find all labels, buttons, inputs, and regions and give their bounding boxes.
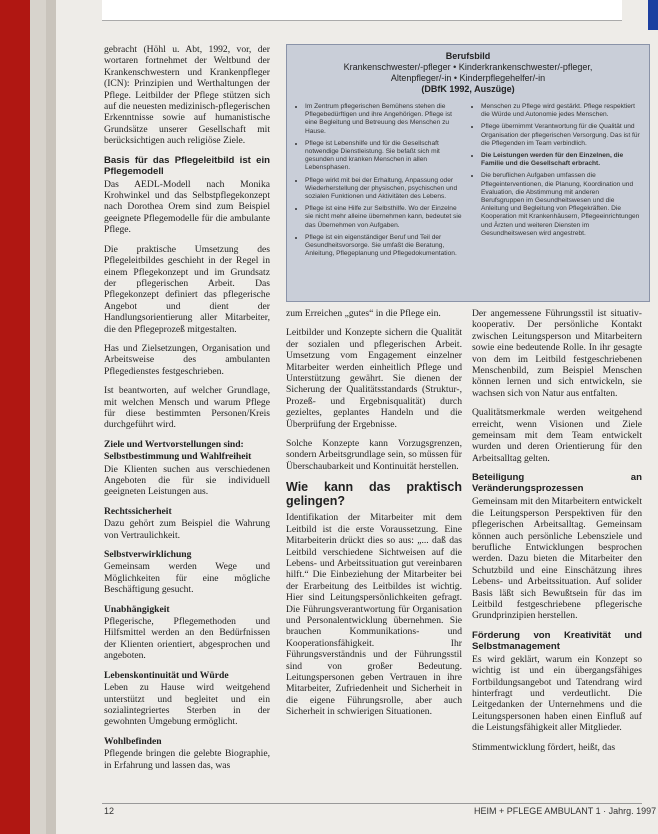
term-heading: Wohlbefinden [104, 735, 162, 747]
paragraph: Das AEDL-Modell nach Monika Krohwinkel und das Selbstpflegekonzept nach Dorothea Orem sind zum Beispiel geeignete Pflegemodelle für die ambulante Pflege. [104, 178, 270, 236]
term-heading: Selbstverwirklichung [104, 549, 192, 561]
box-left-column [295, 103, 463, 262]
section-heading: Basis für das Pflegeleitbild ist ein Pflegemodell [104, 154, 270, 177]
paragraph: Dazu gehört zum Beispiel die Wahrung von Vertraulichkeit. [104, 518, 270, 541]
paragraph: Stimmentwicklung fördert, heißt, das [472, 741, 616, 753]
box-title-line: Berufsbild [445, 51, 491, 61]
paragraph: Leben zu Hause wird weitgehend unterstützt und begleitet und ein sozialintegriertes Sterben in der gewohnten Umgebung ermöglicht. [104, 682, 270, 728]
right-column [472, 308, 642, 761]
term-heading: Lebenskontinuität und Würde [104, 669, 229, 681]
paragraph: Die praktische Umsetzung des Pflegeleitbildes geschieht in der Regel in einem Pflegekonzept und im Grundsatz der pflegerischen Arbeit. Das Pflegekonzept definiert das pflegerische Angebot und dient der Handlungsorientierung aller Mitarbeiter, die den Pflegeprozeß mitgestalten. [104, 243, 270, 335]
paragraph: Has und Zielsetzungen, Organisation und Arbeitsweise des ambulanten Pflegedienstes festgeschrieben. [104, 342, 270, 377]
header-bar [102, 0, 622, 21]
term-heading: Unabhängigkeit [104, 603, 170, 615]
box-list-item: • Im Zentrum pflegerischen Bemühens stehen die Pflegebedürftigen und ihre Angehörigen. Pflege ist eine Begleitung und Betreuung des Menschen zu Hause. [305, 103, 463, 136]
page-edge [30, 0, 46, 834]
box-title-line: Altenpfleger/-in • Kinderpflegehelfer/-in [390, 73, 546, 83]
section-heading: Beteiligung an Veränderungsprozessen [472, 472, 642, 495]
paragraph: Qualitätsmerkmale werden weitgehend erreicht, wenn Visionen und Ziele gemeinsam mit dem Team entwickelt wurden und deren Orientierung für den Arbeitsalltag gelten. [472, 407, 642, 464]
box-list-item: • Pflege ist Lebenshilfe und für die Gesellschaft notwendige Dienstleistung. Sie befaßt sich mit gesunden und kranken Menschen in allen Lebensphasen. [305, 140, 463, 173]
paragraph: gebracht (Höhl u. Abt, 1992, vor, der wortaren fortnehmet der Weltbund der Krankenschwestern und Krankenpfleger (ICN): Prinzipien und Werthaltungen der Pflege. Leitbilder der Pflege stützen sich auf die neuesten medizinisch-pflegerischen Erkenntnisse sowie auf humanistische Grundsätze unserer Gesellschaft mit berücksichtigen auch religiöse Ziele. [104, 44, 270, 147]
paragraph: Es wird geklärt, warum ein Konzept so wichtig ist und ein übergangsfähiges Fortbildungsangebot und Tatendrang wird hinterfragt und verdeutlicht. Die Leitgedanken der Unternehmens und die Leitungspersonen haben einen Einfluß auf die Leistungsfähigkeit aller Mitglieder. [472, 653, 642, 734]
left-column [104, 44, 270, 779]
page-gutter [46, 0, 56, 834]
section-heading: Förderung von Kreativität und Selbstmanagement [472, 629, 642, 652]
footer-rule [102, 803, 642, 804]
term-heading: Selbstbestimmung und Wahlfreiheit [104, 451, 252, 463]
paragraph: Der angemessene Führungsstil ist situativ-kooperativ. Der persönliche Kontakt zwischen Leitungsperson und Mitarbeitern sowie eine bedeutende Rolle. In ihr gesagte von dem im Leitbild festgeschriebenen Menschenbild, zum Beispiel Menschen können lernen und sich entwickeln, sie wachsen sich von Natur aus entfalten. [472, 308, 642, 399]
journal-footer: HEIM + PFLEGE AMBULANT 1 · Jahrg. 1997 [474, 806, 657, 816]
box-list-item: • Pflege wirkt mit bei der Erhaltung, Anpassung oder Wiederherstellung der physischen, psychischen und sozialen Funktionen und Aktivitäten des Lebens. [305, 177, 463, 202]
box-right-column [471, 103, 641, 242]
middle-column [286, 308, 462, 726]
box-list-item: • Pflege übernimmt Verantwortung für die Qualität und Organisation der pflegerischen Versorgung. Das ist für die Pflegenden im Team verbindlich. [481, 123, 641, 148]
page-number: 12 [104, 806, 115, 816]
box-list-item: • Pflege ist ein eigenständiger Beruf und Teil der Gesundheitsvorsorge. Sie umfaßt die Beratung, Anleitung, Pflegeplanung und Pflegedokumentation. [305, 234, 463, 259]
paragraph: Ist beantworten, auf welcher Grundlage, mit welchen Mensch und warum Pflege für diese bestimmten Personen/Kreis durchgeführt wird. [104, 385, 270, 431]
paragraph: Solche Konzepte kann Vorzugsgrenzen, sondern Arbeitsgrundlage sein, so müssen für Überschaubarkeit und Kontinuität herstellen. [286, 438, 462, 472]
box-list-item: • Pflege ist eine Hilfe zur Selbsthilfe. Wo der Einzelne sie nicht mehr alleine übernehmen kann, bedeutet sie das Übernehmen von Aufgaben. [305, 205, 463, 230]
box-list-item: • Die Leistungen werden für den Einzelnen, die Familie und die Gesellschaft erbracht. [481, 152, 641, 168]
section-heading: Wie kann das praktisch gelingen? [286, 480, 462, 509]
box-list-item: • Die beruflichen Aufgaben umfassen die Pflegeinterventionen, die Planung, Koordination und Evaluation, die Abstimmung mit anderen Berufsgruppen im Gesundheitswesen und die Anleitung und Begleitung von Pflegekräften. Die Kooperation mit Krankenhäusern, Pflegeeinrichtungen und Ärzten und weiteren Diensten im Gesundheitswesen wird angestrebt. [481, 172, 641, 238]
blue-tab-edge [648, 0, 658, 30]
box-list-item: • Menschen zu Pflege wird gestärkt. Pflege respektiert die Würde und Autonomie jedes Menschen. [481, 103, 641, 119]
paragraph: zum Erreichen „gutes“ in die Pflege ein. [286, 308, 441, 319]
berufsbild-box [286, 44, 650, 302]
paragraph: Identifikation der Mitarbeiter mit dem Leitbild ist die erste Voraussetzung. Eine Mitarbeiterin drückt dies so aus: „... daß das Leitbild verschiedene Sichtweisen auf die Lebens- und Arbeitssituation gut vereinbaren hilft.“ Die Einbeziehung der Mitarbeiter bei der Erarbeitung des Leitbildes ist wichtig. Hier sind Leitungspersönlichkeiten gefragt. Die Führungsverantwortung für Organisation und Personalentwicklung übernehmen. Sie brauchen Kommunikations- und Kooperationsfähigkeit. Ihr Führungsverständnis und der Führungsstil sind von großer Bedeutung. Leitungspersonen geben Vertrauen in ihre Mitarbeiter, Zufriedenheit und Sicherheit in die eigene Führungsrolle, aber auch Sicherheit in schwierigen Situationen. [286, 512, 462, 718]
term-heading: Rechtssicherheit [104, 505, 172, 517]
paragraph: Pflegende bringen die gelebte Biographie, in Erfahrung und lassen das, was [104, 748, 270, 771]
paragraph: Gemeinsam werden Wege und Möglichkeiten für eine mögliche Beschäftigung gesucht. [104, 561, 270, 596]
box-title [287, 51, 649, 95]
book-spine [0, 0, 30, 834]
box-title-line: (DBfK 1992, Auszüge) [421, 84, 515, 94]
paragraph: Die Klienten suchen aus verschiedenen Angeboten die für sie individuell geeigneten Leistungen aus. [104, 463, 270, 498]
paragraph: Leitbilder und Konzepte sichern die Qualität der sozialen und pflegerischen Arbeit. Umsetzung vom Engagement einzelner Mitarbeiter werden einheitlich Pflege und Unterstützung gewährt. Sie dienen der Sicherung der Qualitätsstandards (Struktur-, Prozeß- und Ergebnisqualität) durch gezieltes, geplantes Handeln und die Überprüfung der Ergebnisse. [286, 327, 462, 430]
term-heading: Ziele und Wertvorstellungen sind: [104, 438, 244, 450]
paragraph: Pflegerische, Pflegemethoden und Hilfsmittel werden an den Bedürfnissen der Klienten orientiert, abgesprochen und angeboten. [104, 616, 270, 662]
paragraph: Gemeinsam mit den Mitarbeitern entwickelt die Leitungsperson Perspektiven für den pflegerischen Arbeitsalltag. Gemeinsam können auch persönliche Lebensziele und berufliche Entwicklungen besprochen werden. Dazu bieten die Mitarbeiter den Schutzbild und eine Einschätzung ihres Lebens- und Arbeitssituation. Auf solider Basis läßt sich Bewußtsein für das im Leitbild festgeschriebene pflegerische Grundprinzipien herstellen. [472, 496, 642, 622]
box-title-line: Krankenschwester/-pfleger • Kinderkrankenschwester/-pfleger, [343, 62, 593, 72]
